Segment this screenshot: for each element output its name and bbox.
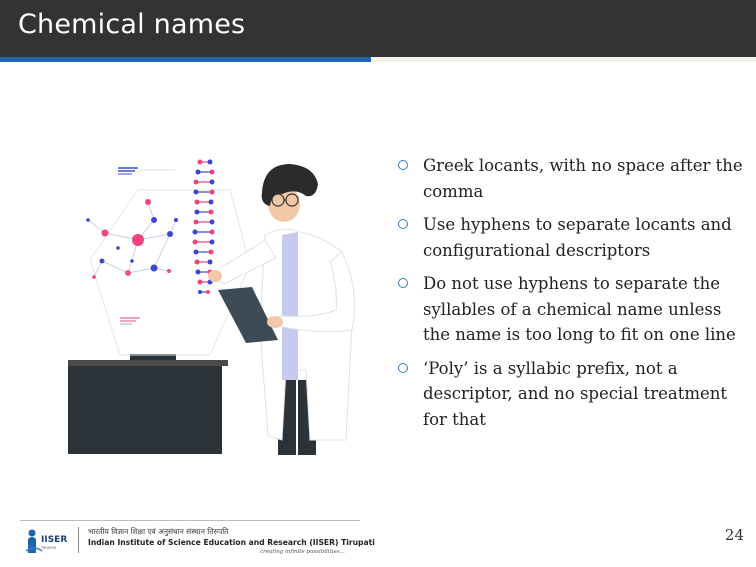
circle-bullet-icon xyxy=(398,278,408,288)
circle-bullet-icon xyxy=(398,160,408,170)
logo-subtext: TIRUPATI xyxy=(41,546,57,550)
circle-bullet-icon xyxy=(398,219,408,229)
bullet-text: Do not use hyphens to separate the syllables of a chemical name unless the name is too long to fit on one line xyxy=(423,274,736,344)
list-item xyxy=(396,356,746,433)
table-top-icon xyxy=(68,360,228,366)
molecule-icon xyxy=(88,202,176,277)
institute-tagline: creating infinite possibilities... xyxy=(260,549,345,555)
scientist-illustration xyxy=(60,140,380,460)
bullet-list xyxy=(396,153,746,440)
page-number: 24 xyxy=(724,526,744,544)
list-item xyxy=(396,271,746,348)
bullet-text: ‘Poly’ is a syllabic prefix, not a descriptor, and no special treatment for that xyxy=(423,358,728,429)
circle-bullet-icon xyxy=(398,363,408,373)
scientist-icon xyxy=(208,164,354,455)
institute-name: Indian Institute of Science Education and Research (IISER) Tirupati xyxy=(88,538,375,547)
footer-divider xyxy=(20,520,360,521)
bullet-text: Use hyphens to separate locants and configurational descriptors xyxy=(423,215,732,260)
institute-name-hindi: भारतीय विज्ञान शिक्षा एवं अनुसंधान संस्थान तिरुपति xyxy=(88,527,229,536)
bullet-text: Greek locants, with no space after the comma xyxy=(423,156,743,201)
logo-text: IISER xyxy=(41,535,68,545)
list-item xyxy=(396,212,746,263)
iiser-logo-icon xyxy=(24,525,76,557)
table-body-icon xyxy=(68,366,222,454)
slide-title: Chemical names xyxy=(18,9,246,40)
list-item xyxy=(396,153,746,204)
footer-separator xyxy=(78,527,79,553)
accent-bar xyxy=(0,57,371,62)
title-bar xyxy=(0,0,756,57)
